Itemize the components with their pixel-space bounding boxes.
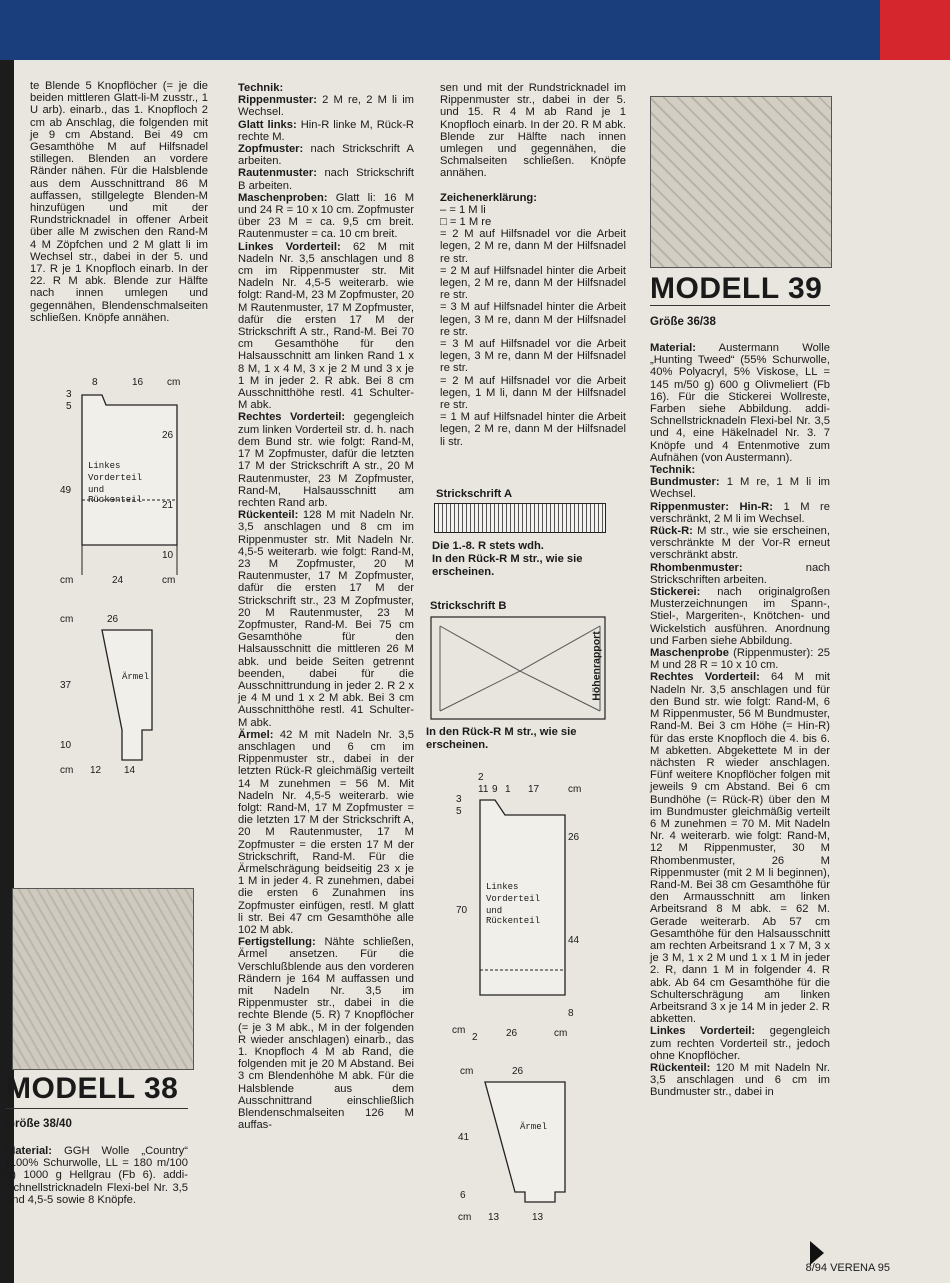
section-head: Rippenmuster:	[238, 94, 317, 107]
section-text: nach Strickschrift B arbeiten.	[238, 167, 414, 192]
dim-label: 5	[66, 401, 72, 412]
section-text: gegengleich zum rechten Vorderteil str., jedoch ohne Knopflöcher.	[650, 1025, 830, 1062]
divider	[650, 305, 830, 306]
section-text: (Rippenmuster): 25 M und 28 R = 10 x 10 cm.	[650, 647, 830, 672]
dim-label: 2	[478, 772, 484, 783]
legend-item: = 1 M auf Hilfsnadel hinter die Arbeit legen, 2 M re, dann M der Hilfsnadel li str.	[440, 411, 626, 448]
modell-38-size: Größe 38/40	[6, 1118, 72, 1130]
dim-label: 8	[92, 377, 98, 388]
dim-label: 2	[472, 1032, 478, 1043]
section-head: Material:	[650, 342, 697, 354]
dim-label: cm	[60, 575, 74, 586]
dim-label: 26	[568, 832, 580, 843]
section-text: nach Strickschriften arbeiten.	[650, 561, 830, 586]
section-text: 62 M mit Nadeln Nr. 3,5 anschlagen und 8 cm im Rippenmuster str. Mit Nadeln Nr. 4,5-5 weiterarb. wie folgt: Rand-M, 23 M Zopfmuster, 20 M Rautenmuster, 17 M Zopfmuster, dafür die ersten 17 M der Strickschrift A str., Rand-M. Bei 70 cm Gesamthöhe für den Halsausschnitt am linken Rand 1 x 8 M, 1 x 4 M, 3 x je 2 M und 3 x je 1 M in jeder 2. R abk. Bei 8 cm Ausschnitthöhe restl. 41 Schulter-M abk.	[238, 240, 414, 412]
dim-label: 3	[66, 389, 72, 400]
section-head: Glatt links:	[238, 118, 297, 131]
dim-label: 26	[107, 614, 119, 625]
dim-label: 9	[492, 784, 498, 795]
section-head: Rechtes Vorderteil:	[238, 411, 346, 424]
section-text: 2 M re, 2 M li im Wechsel.	[238, 94, 414, 119]
dim-label: 13	[532, 1212, 544, 1223]
dim-label: cm	[60, 765, 74, 776]
dim-label: 26	[162, 430, 174, 441]
dim-label: cm	[460, 1066, 474, 1077]
schrift-b-side-label	[590, 620, 618, 716]
schrift-a-caption-2: In den Rück-R M str., wie sie erscheinen.	[432, 553, 583, 578]
legend-item: □ = 1 M re	[440, 216, 492, 229]
dim-label: cm	[60, 614, 74, 625]
dim-label: 26	[512, 1066, 524, 1077]
section-text: 42 M mit Nadeln Nr. 3,5 anschlagen und 6 cm im Rippenmuster str., dabei in der letzten Rück-R gleichmäßig verteilt 14 M zunehmen = 56 M. Mit Nadeln Nr. 4,5-5 weiterarb. wie folgt: Rand-M, 17 M Zopfmuster = die letzten 17 M der Strickschrift A, 20 M Rautenmuster, 17 M Zopfmuster = die ersten 17 M der Strickschrift, Rand-M. Für die Ärmelschrägung beidseitig 23 x je 1 M in jeder 4. R zunehmen, dabei die ersten 6 Zunahmen ins Zopfmuster einfügen, restl. M glatt li str. Bei 47 cm Gesamthöhe alle 102 M abk.	[238, 728, 414, 937]
diagram-sleeve-schematic	[52, 610, 192, 780]
section-head: Rhombenmuster:	[650, 561, 743, 574]
dim-label: 26	[506, 1028, 518, 1039]
modell-39-title: MODELL 39	[650, 272, 823, 305]
dim-label: 6	[460, 1190, 466, 1201]
legend-item: = 2 M auf Hilfsnadel vor die Arbeit legen, 2 M re, dann M der Hilfsnadel re str.	[440, 228, 626, 265]
sweater-image-modell-38	[12, 888, 194, 1070]
section-head: Maschenproben:	[238, 191, 328, 204]
schrift-b-caption: In den Rück-R M str., wie sie erscheinen.	[426, 726, 577, 751]
section-text: 120 M mit Nadeln Nr. 3,5 anschlagen und 6 cm im Bundmuster str., dabei in	[650, 1061, 830, 1099]
col3-text	[440, 82, 626, 448]
section-text: nach originalgroßen Musterzeichnungen im Spann-, Stiel-, Margeriten-, Knötchen- und Wickelstich ausführen. Anordnung und Farben siehe Abbildung.	[650, 586, 830, 647]
dim-label: 70	[456, 905, 468, 916]
dim-label: 11	[478, 784, 489, 795]
legend-item: – = 1 M li	[440, 203, 486, 216]
dim-label: 1	[505, 784, 511, 795]
schrift-b-chart	[430, 616, 606, 720]
dim-label: 8	[568, 1008, 574, 1019]
dim-label: cm	[554, 1028, 568, 1039]
dim-label: 3	[456, 794, 462, 805]
section-head: Technik:	[238, 82, 284, 94]
col4-text	[650, 342, 830, 1099]
section-head: Rück-R:	[650, 525, 693, 538]
legend-title: Zeichenerklärung:	[440, 191, 537, 204]
dim-label: 16	[132, 377, 144, 388]
section-head: Linkes Vorderteil:	[238, 240, 341, 253]
diagram-body-schematic-2	[450, 770, 590, 1045]
piece-label: Vorderteil	[486, 894, 541, 904]
dim-label: 5	[456, 806, 462, 817]
dim-label: 10	[60, 740, 72, 751]
section-text: 1 M re verschränkt, 2 M li im Wechsel.	[650, 500, 830, 525]
section-text: Glatt li: 16 M und 24 R = 10 x 10 cm. Zopfmuster über 23 M = ca. 9,5 cm breit. Rautenmuster = ca. 10 cm breit.	[238, 191, 415, 241]
piece-label: Vorderteil	[88, 473, 143, 483]
hoehenrapport-label: Höhenrapport	[590, 631, 603, 701]
modell-38-title: MODELL 38	[6, 1072, 179, 1105]
section-text: 128 M mit Nadeln Nr. 3,5 anschlagen und 8 cm im Rippenmuster str. Mit Nadeln Nr. 4,5-5 weiterarb. wie folgt: Rand-M, 23 M Zopfmuster, 20 M Rautenmuster, 17 M Zopfmuster, dafür die ersten 17 M der Strickschrift str., 23 M Zopfmuster, 20 M Rautenmuster, 23 M Zopfmuster, Rand-M. Bei 75 cm Gesamthöhe für den Halsausschnitt die mittleren 26 M abk. und beide Seiten getrennt beenden, dabei für die Ausschnittrundung in jeder 2. R 2 x je 4 M und 1 x 2 M abk. Bei 3 cm Ausschnitthöhe restl. 41 Schulter-M abk.	[238, 509, 414, 729]
dim-label: 13	[488, 1212, 500, 1223]
header-banner-accent	[880, 0, 950, 60]
page-footer: 8/94 VERENA 95	[805, 1262, 890, 1274]
section-head: Rückenteil:	[650, 1061, 711, 1074]
dim-label: 14	[124, 765, 136, 776]
section-text: Nähte schließen, Ärmel ansetzen. Für die Verschlußblende aus den vorderen Rändern je 164 M auffassen und mit Nadeln Nr. 3,5 im Rippenmuster str., dabei in die rechte Blende (5. R) 7 Knopflöcher (= je 3 M abk., M in der folgenden R wieder anschlagen) einarb., das 1. Knopfloch 4 M ab Rand, die folgenden mit je 20 M Abstand. Bei 3 cm Blendenhöhe M abk. Für die Halsblende aus dem Ausschnittrand einschließlich Blendenschmalseiten 126 M auffas-	[238, 936, 415, 1132]
section-text: 64 M mit Nadeln Nr. 3,5 anschlagen und für den Bund str. wie folgt: Rand-M, 6 M Rippenmuster, 56 M Bundmuster, Rand-M. Bei 3 cm Höhe (= Hin-R) für das erste Knopfloch die 4. bis 6. M abketten. Abgekettete M in der nächsten R wieder anschlagen. Fünf weitere Knopflöcher folgen mit jeweils 9 cm Abstand. Bei 6 cm Bundhöhe (= Rück-R) über den M im Bundmuster gleichmäßig verteilt 6 M zunehmen = 70 M. Mit Nadeln Nr. 4 weiterarb. wie folgt: Rand-M, 12 M Rippenmuster, 30 M Rhombenmuster, 26 M Rippenmuster (mit 2 M li beginnen), Rand-M. Bei 38 cm Gesamthöhe für den Armausschnitt am linken Arbeitsrand 8 M abk. = 62 M. Gerade weiterarb. Ab 57 cm Gesamthöhe für den Halsausschnitt am rechten Arbeitsrand 1 x 7 M, 3 x je 3 M, 1 x 2 M und 1 x 1 M in jeder 2. R, dann 1 M in folgender 4. R abk. Ab 64 cm Gesamthöhe für die Schulterschrägung am linken Arbeitsrand 3 x je 14 M in jeder 2. R abketten.	[650, 671, 830, 1026]
legend-item: = 3 M auf Hilfsnadel vor die Arbeit legen, 3 M re, dann M der Hilfsnadel re str.	[440, 338, 626, 375]
dim-label: 21	[162, 500, 174, 511]
section-head: Rautenmuster:	[238, 167, 317, 180]
material-label: Material:	[6, 1145, 53, 1157]
piece-label: und	[88, 485, 105, 495]
section-head: Rechtes Vorderteil:	[650, 671, 760, 684]
section-head: Technik:	[650, 464, 696, 477]
section-text: Austermann Wolle „Hunting Tweed“ (55% Schurwolle, 40% Polyacryl, 5% Viskose, LL = 145 m/50 g) 600 g Olivmeliert (Fb 16). Für die Stickerei Wollreste, Farben siehe Abbildung. addi-Schnellstricknadeln Flexi-bel Nr. 3,5 und 4, eine Häkelnadel Nr. 3. 7 Knöpfe und 4 Entenmotive zum Aufnähen (von Austermann).	[650, 342, 830, 464]
col3-intro: sen und mit der Rundstricknadel im Rippenmuster str., dabei in der 5. und 15. R 4 M ab Rand je 1 Knopfloch einarb. In der 20. R M abk. Blende zur Hälfte nach innen umlegen und gegennähen, die Schmalseiten schließen. Knöpfe annähen.	[440, 82, 626, 180]
piece-label: Rückenteil	[88, 495, 143, 505]
dim-label: 37	[60, 680, 72, 691]
section-text: 1 M re, 1 M li im Wechsel.	[650, 476, 830, 501]
dim-label: cm	[568, 784, 582, 795]
schrift-a-title: Strickschrift A	[436, 488, 513, 500]
section-head: Linkes Vorderteil:	[650, 1025, 756, 1038]
dim-label: 12	[90, 765, 102, 776]
piece-label: Ärmel	[520, 1122, 548, 1132]
dim-label: 10	[162, 550, 174, 561]
header-banner	[0, 0, 950, 60]
divider	[6, 1108, 188, 1109]
col1-text	[30, 80, 208, 324]
section-text: M str., wie sie erscheinen, verschränkte M der Vor-R erneut verschränkt abstr.	[650, 525, 830, 562]
section-head: Zopfmuster:	[238, 143, 304, 156]
dim-label: 24	[112, 575, 124, 586]
col1-paragraph: te Blende 5 Knopflöcher (= je die beiden mittleren Glatt-li-M zusstr., 1 U arb). einarb., das 1. Knopfloch 2 cm ab Anschlag, die folgenden mit je 9 cm Abstand. Bei 49 cm Gesamthöhe M auf Hilfsnadel stillegen. Blenden an vordere Ränder nähen. Für die Halsblende aus dem Ausschnittrand 86 M auffassen, stillgelegte Blenden-M hinzufügen und mit der Rundstricknadel in offener Arbeit über alle M zwischen den Rand-M 4 M Zöpfchen und 2 M glatt li im Wechsel str., dabei in der 5. und 17. R je 1 Knopfloch einarb. In der 22. R M abk. Blende zur Hälfte nach innen umlegen und gegennähen, Blendenschmalseiten schließen. Knöpfe annähen.	[30, 80, 208, 324]
diagram-body-schematic	[52, 375, 192, 590]
material-text: GGH Wolle „Country“ (100% Schurwolle, LL = 180 m/100 g) 1000 g Hellgrau (Fb 6). addi-Schnellstricknadeln Flexi-bel Nr. 3,5 und 4,5-5 sowie 8 Knöpfe.	[6, 1145, 188, 1206]
dim-label: cm	[458, 1212, 472, 1223]
schrift-a-caption-1: Die 1.-8. R stets wdh.	[432, 540, 544, 552]
dim-label: 41	[458, 1132, 470, 1143]
section-text: gegengleich zum linken Vorderteil str. d. h. nach dem Bund str. wie folgt: Rand-M, 17 M Zopfmuster, dafür die letzten 17 M der Strickschrift A str., 20 M Rautenmuster, 23 M Zopfmuster, Rand-M, Halsausschnitt am rechten Rand arb.	[238, 411, 414, 509]
modell-38-material	[6, 1145, 188, 1206]
dim-label: cm	[162, 575, 176, 586]
legend-item: = 2 M auf Hilfsnadel vor die Arbeit legen, 1 M li, dann M der Hilfsnadel re str.	[440, 374, 626, 412]
schrift-b-title: Strickschrift B	[430, 600, 507, 612]
dim-label: cm	[452, 1025, 466, 1036]
section-head: Fertigstellung:	[238, 936, 316, 949]
section-head: Maschenprobe	[650, 647, 729, 660]
section-head: Stickerei:	[650, 586, 701, 599]
section-head: Rippenmuster: Hin-R:	[650, 500, 773, 513]
legend-item: = 2 M auf Hilfsnadel hinter die Arbeit legen, 2 M re, dann M der Hilfsnadel re str.	[440, 264, 626, 302]
legend-item: = 3 M auf Hilfsnadel hinter die Arbeit legen, 3 M re, dann M der Hilfsnadel re str.	[440, 301, 626, 338]
dim-label: 44	[568, 935, 580, 946]
section-head: Ärmel:	[238, 728, 274, 741]
piece-label: Rückenteil	[486, 916, 541, 926]
dim-label: 17	[528, 784, 540, 795]
section-text: Hin-R linke M, Rück-R rechte M.	[238, 118, 415, 143]
piece-label: Linkes	[486, 882, 519, 892]
piece-label: und	[486, 906, 503, 916]
section-head: Bundmuster:	[650, 476, 720, 489]
modell-39-size: Größe 36/38	[650, 316, 716, 328]
section-text: nach Strickschrift A arbeiten.	[238, 143, 414, 168]
diagram-sleeve-schematic-2	[450, 1062, 590, 1232]
schrift-a-chart	[434, 503, 606, 533]
piece-label: Linkes	[88, 461, 121, 471]
col2-text	[238, 82, 414, 1131]
dim-label: cm	[167, 377, 181, 388]
sweater-image-modell-39	[650, 96, 832, 268]
dim-label: 49	[60, 485, 72, 496]
piece-label: Ärmel	[122, 672, 150, 682]
section-head: Rückenteil:	[238, 509, 299, 522]
